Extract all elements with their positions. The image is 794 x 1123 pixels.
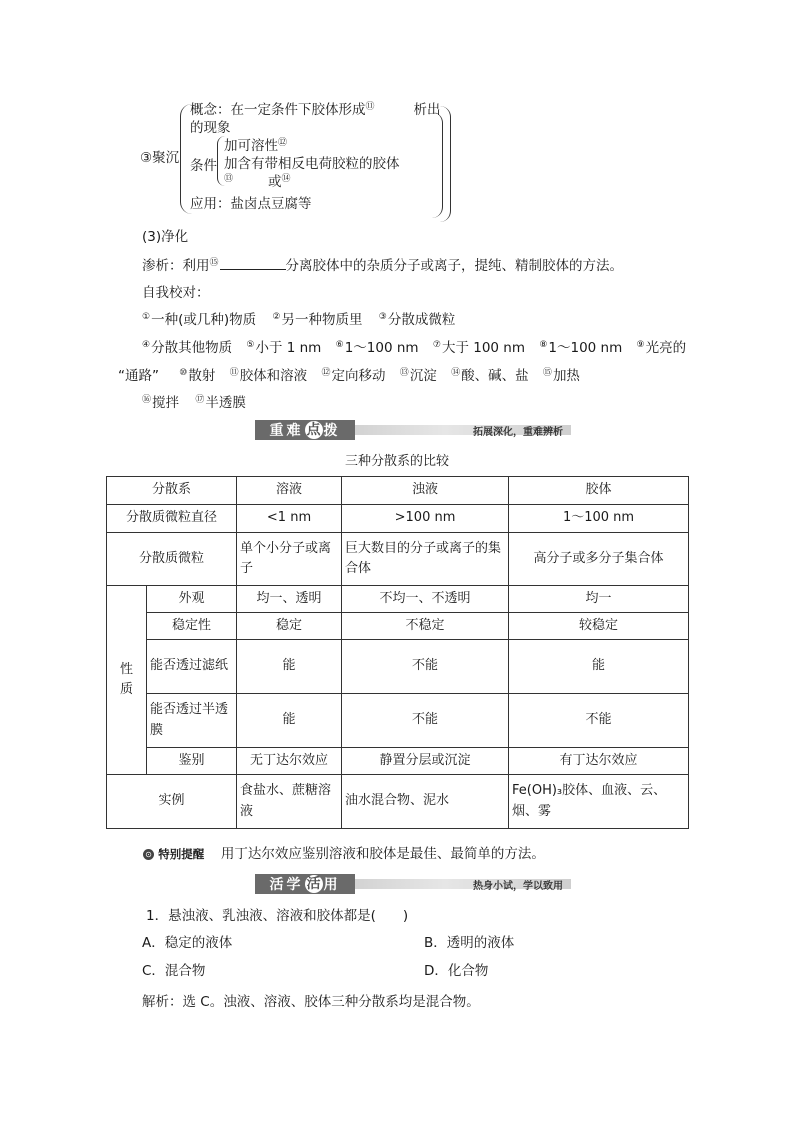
- banner-char-circled: 活: [306, 876, 321, 892]
- answer-mark: ⑯: [142, 394, 152, 405]
- right-brace-outer: [440, 106, 451, 222]
- table-cell: 无丁达尔效应: [237, 748, 342, 775]
- banner-char: 学: [286, 877, 304, 893]
- answer-text: 半透膜: [205, 395, 246, 411]
- table-header: 分散系: [107, 477, 237, 505]
- banner-char: 重: [269, 423, 287, 439]
- table-cell: 鉴别: [147, 748, 237, 775]
- table-cell: 1～100 nm: [509, 505, 689, 533]
- tip-icon: ⊙: [143, 849, 154, 860]
- table-cell: 能: [237, 694, 342, 748]
- table-cell: 不稳定: [342, 613, 509, 640]
- or-text: 或: [268, 174, 282, 190]
- answer-text: 另一种物质里: [281, 312, 363, 328]
- table-row: [107, 505, 689, 533]
- table-cell: 能否透过半透膜: [147, 694, 237, 748]
- option-c: C．混合物: [142, 963, 206, 979]
- table-cell: 食盐水、蔗糖溶液: [237, 775, 342, 829]
- answer-mark: ①: [142, 311, 151, 322]
- tip-label: 特别提醒: [158, 847, 205, 861]
- table-cell: 能: [509, 640, 689, 694]
- answer-mark: ④: [142, 339, 151, 350]
- table-header: 浊液: [342, 477, 509, 505]
- table-cell: 不能: [342, 694, 509, 748]
- answer-text: 散射: [188, 368, 216, 384]
- table-cell: 能: [237, 640, 342, 694]
- table-cell: 不能: [342, 640, 509, 694]
- table-cell-group: 性质: [107, 586, 147, 775]
- blank-mark: ⑪: [365, 101, 375, 112]
- table-cell: 高分子或多分子集合体: [509, 533, 689, 586]
- table-cell: 单个小分子或离子: [237, 533, 342, 586]
- self-check-row4: [142, 391, 246, 411]
- table-row: [107, 613, 689, 640]
- purify-heading: (3)净化: [142, 229, 189, 245]
- answer-mark: ⑬: [399, 367, 409, 378]
- answer-mark: ⑧: [539, 339, 548, 350]
- banner-subtitle: 热身小试，学以致用: [473, 881, 563, 892]
- purify-text: 分离胶体中的杂质分子或离子，提纯、精制胶体的方法。: [285, 258, 624, 274]
- concept-tail: 析出: [413, 102, 441, 118]
- blank-mark: ⑫: [278, 137, 288, 148]
- table-cell: 实例: [107, 775, 237, 829]
- blank-mark: ⑭: [281, 173, 291, 184]
- answer-mark: ⑪: [229, 367, 239, 378]
- answer-text: 定向移动: [331, 368, 386, 384]
- table-row: [107, 586, 689, 613]
- special-tip: [143, 842, 545, 862]
- answer-text: 1～100 nm: [344, 340, 419, 356]
- table-cell: Fe(OH)₃胶体、血液、云、烟、雾: [509, 775, 689, 829]
- answer-text: 沉淀: [409, 368, 437, 384]
- answer-text: 分散成微粒: [387, 312, 456, 328]
- concept-line2: 的现象: [190, 120, 231, 136]
- table-cell: 不能: [509, 694, 689, 748]
- condition-text: 加可溶性: [224, 138, 278, 154]
- answer-mark: ⑩: [179, 367, 188, 378]
- purify-line: [142, 254, 623, 274]
- answer-mark: ⑦: [432, 339, 441, 350]
- table-cell: 能否透过滤纸: [147, 640, 237, 694]
- banner-char: 活: [269, 877, 287, 893]
- answer-mark: ③: [378, 311, 387, 322]
- tip-text: 用丁达尔效应鉴别溶液和胶体是最佳、最简单的方法。: [220, 846, 545, 862]
- table-row: [107, 533, 689, 586]
- table-header: 溶液: [237, 477, 342, 505]
- table-cell: 分散质微粒直径: [107, 505, 237, 533]
- answer-text: 胶体和溶液: [239, 368, 308, 384]
- table-cell: 均一、透明: [237, 586, 342, 613]
- table-cell: 油水混合物、泥水: [342, 775, 509, 829]
- self-check-heading: 自我校对：: [142, 285, 210, 301]
- fill-blank: [220, 257, 286, 270]
- answer-text: 1～100 nm: [548, 340, 623, 356]
- answer-text: 酸、碱、盐: [461, 368, 529, 384]
- answer-mark: ②: [272, 311, 281, 322]
- answer-text: 搅拌: [152, 395, 180, 411]
- answer-text: 光亮的: [645, 340, 687, 356]
- comparison-table: [106, 476, 689, 829]
- question-stem: 1．悬浊液、乳浊液、溶液和胶体都是( ): [146, 908, 409, 924]
- answer-text: 加热: [552, 368, 580, 384]
- table-title: 三种分散系的比较: [344, 454, 449, 469]
- blank-mark: ⑮: [209, 257, 219, 268]
- blank-mark: ⑬: [224, 173, 234, 184]
- banner-char: 用: [323, 877, 341, 893]
- table-cell: <1 nm: [237, 505, 342, 533]
- answer-text: 小于 1 nm: [255, 340, 322, 356]
- banner-char: 拨: [323, 423, 341, 439]
- table-cell: 巨大数目的分子或离子的集合体: [342, 533, 509, 586]
- section-banner-key-points: [255, 420, 571, 440]
- banner-char-circled: 点: [306, 422, 321, 438]
- answer-mark: ⑨: [636, 339, 645, 350]
- concept-line: [190, 98, 441, 118]
- banner-subtitle: 拓展深化，重难辨析: [473, 427, 563, 438]
- table-cell: 外观: [147, 586, 237, 613]
- option-b: B．透明的液体: [424, 935, 515, 951]
- answer-mark: ⑭: [451, 367, 461, 378]
- condition-line1: [224, 134, 288, 154]
- condition-line3: [224, 170, 292, 190]
- table-cell: 较稳定: [509, 613, 689, 640]
- aggregation-label: ③聚沉: [140, 150, 180, 166]
- table-row: [107, 748, 689, 775]
- self-check-row3: [118, 364, 580, 384]
- purify-text: 渗析：利用: [142, 258, 210, 274]
- table-cell: 有丁达尔效应: [509, 748, 689, 775]
- question-analysis: 解析：选 C。浊液、溶液、胶体三种分散系均是混合物。: [142, 994, 480, 1010]
- option-a: A．稳定的液体: [142, 935, 233, 951]
- answer-text: “通路”: [118, 368, 159, 384]
- answer-mark: ⑰: [195, 394, 205, 405]
- answer-text: 一种(或几种)物质: [151, 312, 257, 328]
- table-cell: 不均一、不透明: [342, 586, 509, 613]
- answer-mark: ⑫: [321, 367, 331, 378]
- answer-mark: ⑮: [542, 367, 552, 378]
- table-cell: 分散质微粒: [107, 533, 237, 586]
- answer-text: 分散其他物质: [151, 340, 233, 356]
- table-row: [107, 640, 689, 694]
- banner-char: 难: [286, 423, 304, 439]
- application-line: 应用：盐卤点豆腐等: [190, 196, 312, 212]
- self-check-row2: [142, 336, 686, 356]
- banner-label: [255, 874, 355, 894]
- answer-mark: ⑤: [246, 339, 255, 350]
- condition-label: 条件: [190, 158, 217, 174]
- option-d: D．化合物: [424, 963, 489, 979]
- table-cell: >100 nm: [342, 505, 509, 533]
- table-cell: 稳定性: [147, 613, 237, 640]
- banner-label: [255, 420, 355, 440]
- table-cell: 静置分层或沉淀: [342, 748, 509, 775]
- answer-text: 大于 100 nm: [441, 340, 526, 356]
- concept-text: 概念：在一定条件下胶体形成: [190, 102, 366, 118]
- table-cell: 均一: [509, 586, 689, 613]
- self-check-row1: [142, 308, 455, 328]
- condition-line2: 加含有带相反电荷胶粒的胶体: [224, 156, 400, 172]
- table-header: 胶体: [509, 477, 689, 505]
- table-row: [107, 775, 689, 829]
- table-row: [107, 477, 689, 505]
- table-row: [107, 694, 689, 748]
- table-cell: 稳定: [237, 613, 342, 640]
- section-banner-practice: [255, 874, 571, 894]
- answer-mark: ⑥: [335, 339, 344, 350]
